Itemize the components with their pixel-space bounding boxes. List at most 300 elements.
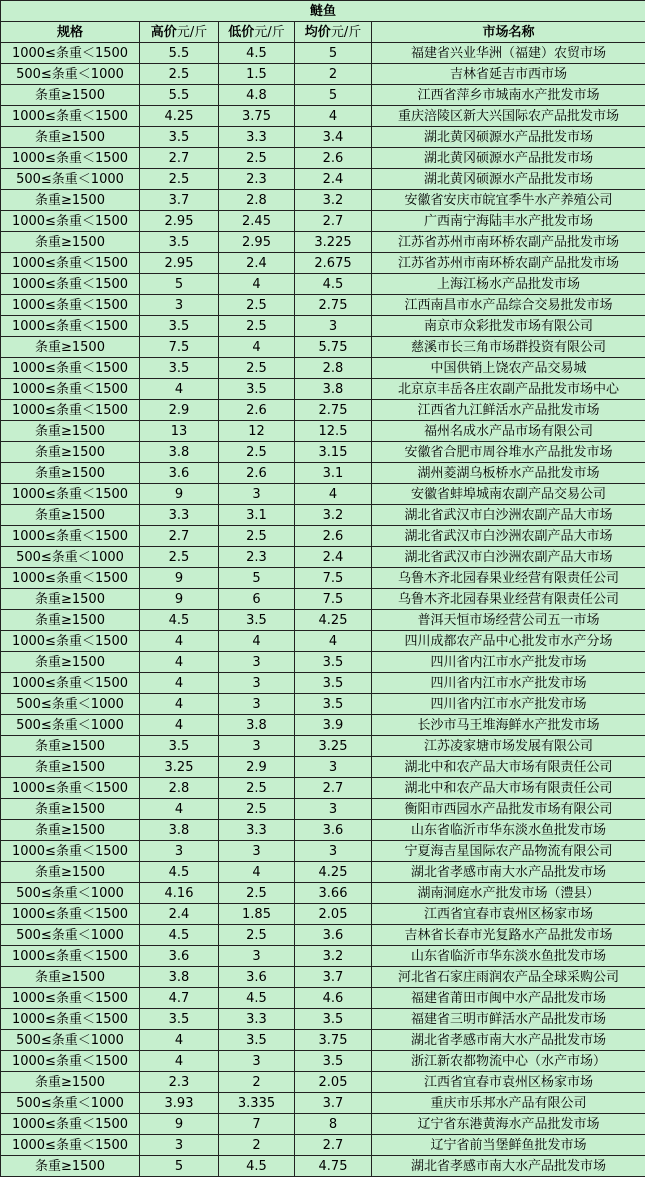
high-price-cell: 3.5 — [140, 127, 219, 148]
low-price-cell: 1.5 — [219, 64, 295, 85]
low-price-cell: 4.5 — [219, 988, 295, 1009]
low-price-cell: 3.1 — [219, 505, 295, 526]
table-row — [1, 421, 645, 442]
avg-price-cell: 3.2 — [295, 190, 372, 211]
table-row — [1, 505, 645, 526]
avg-price-cell: 3.15 — [295, 442, 372, 463]
avg-price-cell: 2.6 — [295, 148, 372, 169]
avg-price-cell: 4 — [295, 631, 372, 652]
spec-cell: 条重≥1500 — [1, 1156, 140, 1177]
low-price-cell: 2.5 — [219, 148, 295, 169]
spec-cell: 1000≤条重＜1500 — [1, 904, 140, 925]
market-name-cell: 吉林省延吉市西市场 — [372, 64, 645, 85]
spec-cell: 条重≥1500 — [1, 505, 140, 526]
high-price-cell: 2.5 — [140, 547, 219, 568]
low-price-cell: 3.335 — [219, 1093, 295, 1114]
spec-cell: 1000≤条重＜1500 — [1, 484, 140, 505]
spec-cell: 1000≤条重＜1500 — [1, 778, 140, 799]
market-name-cell: 四川省内江市水产批发市场 — [372, 694, 645, 715]
market-name-cell: 辽宁省东港黄海水产品批发市场 — [372, 1114, 645, 1135]
low-price-cell: 3.5 — [219, 379, 295, 400]
spec-cell: 条重≥1500 — [1, 442, 140, 463]
market-name-cell: 福建省兴业华洲（福建）农贸市场 — [372, 43, 645, 64]
low-price-cell: 4 — [219, 631, 295, 652]
spec-cell: 条重≥1500 — [1, 862, 140, 883]
avg-price-cell: 3.5 — [295, 652, 372, 673]
table-row — [1, 652, 645, 673]
table-row — [1, 862, 645, 883]
low-price-cell: 3 — [219, 736, 295, 757]
high-price-cell: 2.95 — [140, 253, 219, 274]
low-price-cell: 2.5 — [219, 925, 295, 946]
market-name-cell: 江西南昌市水产品综合交易批发市场 — [372, 295, 645, 316]
spec-cell: 1000≤条重＜1500 — [1, 148, 140, 169]
spec-cell: 1000≤条重＜1500 — [1, 1051, 140, 1072]
market-name-cell: 福州名成水产品市场有限公司 — [372, 421, 645, 442]
high-price-cell: 5 — [140, 1156, 219, 1177]
spec-cell: 条重≥1500 — [1, 1072, 140, 1093]
market-name-cell: 山东省临沂市华东淡水鱼批发市场 — [372, 820, 645, 841]
table-row — [1, 757, 645, 778]
high-price-cell: 2.5 — [140, 64, 219, 85]
market-name-cell: 衡阳市西园水产品批发市场有限公司 — [372, 799, 645, 820]
avg-price-cell: 3.7 — [295, 1093, 372, 1114]
high-price-cell: 3.93 — [140, 1093, 219, 1114]
high-price-cell: 9 — [140, 568, 219, 589]
spec-cell: 条重≥1500 — [1, 736, 140, 757]
avg-price-cell: 3.4 — [295, 127, 372, 148]
high-price-cell: 4 — [140, 652, 219, 673]
spec-cell: 500≤条重＜1000 — [1, 1093, 140, 1114]
market-name-cell: 四川省内江市水产批发市场 — [372, 652, 645, 673]
table-row — [1, 316, 645, 337]
table-row — [1, 148, 645, 169]
market-name-cell: 宁夏海吉星国际农产品物流有限公司 — [372, 841, 645, 862]
table-row — [1, 43, 645, 64]
avg-price-cell: 3.5 — [295, 694, 372, 715]
avg-price-cell: 8 — [295, 1114, 372, 1135]
table-row — [1, 673, 645, 694]
high-price-cell: 13 — [140, 421, 219, 442]
header-high-price: 高价元/斤 — [140, 22, 219, 43]
spec-cell: 1000≤条重＜1500 — [1, 316, 140, 337]
market-name-cell: 湖北省武汉市白沙洲农副产品大市场 — [372, 547, 645, 568]
table-row — [1, 988, 645, 1009]
spec-cell: 500≤条重＜1000 — [1, 64, 140, 85]
low-price-cell: 3.5 — [219, 610, 295, 631]
market-name-cell: 重庆市乐邦水产品有限公司 — [372, 1093, 645, 1114]
spec-cell: 500≤条重＜1000 — [1, 925, 140, 946]
table-row — [1, 1093, 645, 1114]
market-name-cell: 江苏省苏州市南环桥农副产品批发市场 — [372, 232, 645, 253]
avg-price-cell: 5 — [295, 43, 372, 64]
table-row — [1, 127, 645, 148]
high-price-cell: 3.6 — [140, 463, 219, 484]
avg-price-cell: 3.5 — [295, 1051, 372, 1072]
market-name-cell: 中国供销上饶农产品交易城 — [372, 358, 645, 379]
table-row — [1, 820, 645, 841]
market-name-cell: 安徽省蚌埠城南农副产品交易公司 — [372, 484, 645, 505]
spec-cell: 条重≥1500 — [1, 799, 140, 820]
avg-price-cell: 3 — [295, 316, 372, 337]
low-price-cell: 1.85 — [219, 904, 295, 925]
market-name-cell: 湖北省孝感市南大水产品批发市场 — [372, 1156, 645, 1177]
avg-price-cell: 2.675 — [295, 253, 372, 274]
spec-cell: 1000≤条重＜1500 — [1, 253, 140, 274]
avg-price-cell: 3.6 — [295, 925, 372, 946]
table-row — [1, 631, 645, 652]
avg-price-cell: 2.4 — [295, 547, 372, 568]
header-row — [1, 22, 645, 43]
high-price-cell: 2.3 — [140, 1072, 219, 1093]
avg-price-cell: 3.7 — [295, 967, 372, 988]
market-name-cell: 广西南宁海陆丰水产批发市场 — [372, 211, 645, 232]
low-price-cell: 3 — [219, 652, 295, 673]
table-row — [1, 715, 645, 736]
table-row — [1, 694, 645, 715]
avg-price-cell: 7.5 — [295, 589, 372, 610]
high-price-cell: 7.5 — [140, 337, 219, 358]
high-price-cell: 4 — [140, 379, 219, 400]
high-price-cell: 3.8 — [140, 442, 219, 463]
spec-cell: 条重≥1500 — [1, 421, 140, 442]
table-row — [1, 883, 645, 904]
low-price-cell: 3 — [219, 841, 295, 862]
avg-price-cell: 2.75 — [295, 295, 372, 316]
spec-cell: 条重≥1500 — [1, 85, 140, 106]
table-row — [1, 736, 645, 757]
low-price-cell: 6 — [219, 589, 295, 610]
market-name-cell: 四川省内江市水产批发市场 — [372, 673, 645, 694]
market-name-cell: 湖北省孝感市南大水产品批发市场 — [372, 862, 645, 883]
high-price-cell: 3.8 — [140, 967, 219, 988]
avg-price-cell: 2.7 — [295, 778, 372, 799]
avg-price-cell: 4 — [295, 106, 372, 127]
high-price-cell: 4 — [140, 631, 219, 652]
market-name-cell: 北京京丰岳各庄农副产品批发市场中心 — [372, 379, 645, 400]
avg-price-cell: 2.4 — [295, 169, 372, 190]
avg-price-cell: 3.2 — [295, 505, 372, 526]
table-row — [1, 169, 645, 190]
high-price-cell: 3 — [140, 1135, 219, 1156]
market-name-cell: 湖北中和农产品大市场有限责任公司 — [372, 778, 645, 799]
low-price-cell: 4 — [219, 862, 295, 883]
table-row — [1, 526, 645, 547]
low-price-cell: 2.4 — [219, 253, 295, 274]
table-row — [1, 232, 645, 253]
high-price-cell: 4 — [140, 715, 219, 736]
high-price-cell: 4 — [140, 799, 219, 820]
market-name-cell: 湖北黄冈硕源水产品批发市场 — [372, 169, 645, 190]
table-row — [1, 1135, 645, 1156]
spec-cell: 1000≤条重＜1500 — [1, 1009, 140, 1030]
table-row — [1, 589, 645, 610]
market-name-cell: 湖北黄冈硕源水产品批发市场 — [372, 127, 645, 148]
spec-cell: 1000≤条重＜1500 — [1, 274, 140, 295]
low-price-cell: 3.6 — [219, 967, 295, 988]
market-name-cell: 乌鲁木齐北园春果业经营有限责任公司 — [372, 568, 645, 589]
table-row — [1, 379, 645, 400]
market-name-cell: 湖南洞庭水产批发市场（澧县） — [372, 883, 645, 904]
table-row — [1, 904, 645, 925]
spec-cell: 1000≤条重＜1500 — [1, 295, 140, 316]
spec-cell: 1000≤条重＜1500 — [1, 526, 140, 547]
table-row — [1, 358, 645, 379]
market-name-cell: 慈溪市长三角市场群投资有限公司 — [372, 337, 645, 358]
low-price-cell: 3.5 — [219, 1030, 295, 1051]
avg-price-cell: 4.25 — [295, 862, 372, 883]
low-price-cell: 2.3 — [219, 547, 295, 568]
table-row — [1, 106, 645, 127]
high-price-cell: 4.5 — [140, 862, 219, 883]
market-name-cell: 江苏省苏州市南环桥农副产品批发市场 — [372, 253, 645, 274]
table-row — [1, 778, 645, 799]
high-price-cell: 2.5 — [140, 169, 219, 190]
market-name-cell: 乌鲁木齐北园春果业经营有限责任公司 — [372, 589, 645, 610]
table-row — [1, 85, 645, 106]
avg-price-cell: 3.9 — [295, 715, 372, 736]
low-price-cell: 3.8 — [219, 715, 295, 736]
low-price-cell: 7 — [219, 1114, 295, 1135]
low-price-cell: 2.95 — [219, 232, 295, 253]
table-row — [1, 295, 645, 316]
spec-cell: 1000≤条重＜1500 — [1, 841, 140, 862]
table-row — [1, 1156, 645, 1177]
spec-cell: 1000≤条重＜1500 — [1, 211, 140, 232]
avg-price-cell: 12.5 — [295, 421, 372, 442]
high-price-cell: 5.5 — [140, 43, 219, 64]
low-price-cell: 5 — [219, 568, 295, 589]
avg-price-cell: 2 — [295, 64, 372, 85]
market-name-cell: 湖北省武汉市白沙洲农副产品大市场 — [372, 526, 645, 547]
table-row — [1, 799, 645, 820]
market-name-cell: 江西省九江鲜活水产品批发市场 — [372, 400, 645, 421]
avg-price-cell: 2.75 — [295, 400, 372, 421]
market-name-cell: 南京市众彩批发市场有限公司 — [372, 316, 645, 337]
low-price-cell: 3.3 — [219, 127, 295, 148]
spec-cell: 条重≥1500 — [1, 652, 140, 673]
avg-price-cell: 3.5 — [295, 673, 372, 694]
high-price-cell: 3.25 — [140, 757, 219, 778]
high-price-cell: 4.5 — [140, 925, 219, 946]
spec-cell: 1000≤条重＜1500 — [1, 358, 140, 379]
high-price-cell: 4.7 — [140, 988, 219, 1009]
market-name-cell: 长沙市马王堆海鲜水产批发市场 — [372, 715, 645, 736]
avg-price-cell: 3.2 — [295, 946, 372, 967]
avg-price-cell: 4.25 — [295, 610, 372, 631]
low-price-cell: 2.5 — [219, 442, 295, 463]
market-name-cell: 湖北黄冈硕源水产品批发市场 — [372, 148, 645, 169]
header-spec: 规格 — [1, 22, 140, 43]
spec-cell: 500≤条重＜1000 — [1, 883, 140, 904]
spec-cell: 500≤条重＜1000 — [1, 169, 140, 190]
market-name-cell: 普洱天恒市场经营公司五一市场 — [372, 610, 645, 631]
spec-cell: 1000≤条重＜1500 — [1, 946, 140, 967]
table-row — [1, 1051, 645, 1072]
high-price-cell: 3.5 — [140, 1009, 219, 1030]
spec-cell: 500≤条重＜1000 — [1, 547, 140, 568]
low-price-cell: 3 — [219, 1051, 295, 1072]
spec-cell: 条重≥1500 — [1, 127, 140, 148]
high-price-cell: 4.16 — [140, 883, 219, 904]
spec-cell: 1000≤条重＜1500 — [1, 631, 140, 652]
low-price-cell: 2.5 — [219, 799, 295, 820]
table-row — [1, 253, 645, 274]
high-price-cell: 3.5 — [140, 358, 219, 379]
table-row — [1, 1009, 645, 1030]
market-name-cell: 山东省临沂市华东淡水鱼批发市场 — [372, 946, 645, 967]
table-row — [1, 841, 645, 862]
market-name-cell: 吉林省长春市光复路水产品批发市场 — [372, 925, 645, 946]
table-row — [1, 337, 645, 358]
spec-cell: 条重≥1500 — [1, 232, 140, 253]
spec-cell: 条重≥1500 — [1, 610, 140, 631]
market-name-cell: 河北省石家庄雨润农产品全球采购公司 — [372, 967, 645, 988]
low-price-cell: 2.9 — [219, 757, 295, 778]
table-title: 鲢鱼 — [1, 1, 645, 22]
spec-cell: 条重≥1500 — [1, 190, 140, 211]
spec-cell: 条重≥1500 — [1, 589, 140, 610]
low-price-cell: 4 — [219, 337, 295, 358]
spec-cell: 1000≤条重＜1500 — [1, 106, 140, 127]
high-price-cell: 2.7 — [140, 526, 219, 547]
avg-price-cell: 2.05 — [295, 904, 372, 925]
spec-cell: 1000≤条重＜1500 — [1, 988, 140, 1009]
header-market-name: 市场名称 — [372, 22, 645, 43]
market-name-cell: 江西省宜春市袁州区杨家市场 — [372, 1072, 645, 1093]
market-name-cell: 湖北省孝感市南大水产品批发市场 — [372, 1030, 645, 1051]
market-name-cell: 江西省萍乡市城南水产批发市场 — [372, 85, 645, 106]
market-name-cell: 辽宁省前当堡鲜鱼批发市场 — [372, 1135, 645, 1156]
market-name-cell: 江西省宜春市袁州区杨家市场 — [372, 904, 645, 925]
table-row — [1, 1114, 645, 1135]
spec-cell: 条重≥1500 — [1, 463, 140, 484]
avg-price-cell: 3.8 — [295, 379, 372, 400]
high-price-cell: 9 — [140, 484, 219, 505]
avg-price-cell: 2.7 — [295, 1135, 372, 1156]
high-price-cell: 4 — [140, 1030, 219, 1051]
table-row — [1, 64, 645, 85]
avg-price-cell: 4.75 — [295, 1156, 372, 1177]
avg-price-cell: 3 — [295, 799, 372, 820]
market-name-cell: 湖北省武汉市白沙洲农副产品大市场 — [372, 505, 645, 526]
table-row — [1, 484, 645, 505]
high-price-cell: 4 — [140, 694, 219, 715]
market-name-cell: 四川成都农产品中心批发市水产分场 — [372, 631, 645, 652]
spec-cell: 条重≥1500 — [1, 337, 140, 358]
market-name-cell: 浙江新农都物流中心（水产市场） — [372, 1051, 645, 1072]
low-price-cell: 2.3 — [219, 169, 295, 190]
avg-price-cell: 4.6 — [295, 988, 372, 1009]
spec-cell: 1000≤条重＜1500 — [1, 1135, 140, 1156]
avg-price-cell: 3.75 — [295, 1030, 372, 1051]
table-row — [1, 1072, 645, 1093]
high-price-cell: 4.25 — [140, 106, 219, 127]
high-price-cell: 2.95 — [140, 211, 219, 232]
high-price-cell: 2.8 — [140, 778, 219, 799]
high-price-cell: 3.5 — [140, 316, 219, 337]
low-price-cell: 2.5 — [219, 358, 295, 379]
high-price-cell: 2.4 — [140, 904, 219, 925]
avg-price-cell: 2.7 — [295, 211, 372, 232]
avg-price-cell: 3.225 — [295, 232, 372, 253]
spec-cell: 500≤条重＜1000 — [1, 694, 140, 715]
avg-price-cell: 3.66 — [295, 883, 372, 904]
low-price-cell: 2.8 — [219, 190, 295, 211]
table-row — [1, 190, 645, 211]
spec-cell: 1000≤条重＜1500 — [1, 1114, 140, 1135]
market-name-cell: 福建省三明市鲜活水产品批发市场 — [372, 1009, 645, 1030]
market-name-cell: 安徽省安庆市皖宜季牛水产养殖公司 — [372, 190, 645, 211]
market-name-cell: 安徽省合肥市周谷堆水产品批发市场 — [372, 442, 645, 463]
table-body — [1, 43, 645, 1177]
table-row — [1, 547, 645, 568]
table-row — [1, 442, 645, 463]
low-price-cell: 2.5 — [219, 316, 295, 337]
low-price-cell: 3 — [219, 694, 295, 715]
high-price-cell: 2.7 — [140, 148, 219, 169]
low-price-cell: 3 — [219, 673, 295, 694]
low-price-cell: 3 — [219, 946, 295, 967]
low-price-cell: 2.45 — [219, 211, 295, 232]
avg-price-cell: 4.5 — [295, 274, 372, 295]
table-row — [1, 925, 645, 946]
spec-cell: 1000≤条重＜1500 — [1, 400, 140, 421]
low-price-cell: 3.3 — [219, 1009, 295, 1030]
table-row — [1, 274, 645, 295]
avg-price-cell: 2.6 — [295, 526, 372, 547]
market-name-cell: 湖北中和农产品大市场有限责任公司 — [372, 757, 645, 778]
avg-price-cell: 3 — [295, 757, 372, 778]
spec-cell: 1000≤条重＜1500 — [1, 673, 140, 694]
high-price-cell: 3.6 — [140, 946, 219, 967]
high-price-cell: 4 — [140, 673, 219, 694]
high-price-cell: 5 — [140, 274, 219, 295]
low-price-cell: 4.5 — [219, 43, 295, 64]
market-name-cell: 湖州菱湖乌板桥水产品批发市场 — [372, 463, 645, 484]
low-price-cell: 2.6 — [219, 400, 295, 421]
table-row — [1, 946, 645, 967]
avg-price-cell: 3.6 — [295, 820, 372, 841]
low-price-cell: 4 — [219, 274, 295, 295]
market-name-cell: 上海江杨水产品批发市场 — [372, 274, 645, 295]
high-price-cell: 9 — [140, 1114, 219, 1135]
high-price-cell: 3.5 — [140, 232, 219, 253]
table-row — [1, 211, 645, 232]
spec-cell: 500≤条重＜1000 — [1, 1030, 140, 1051]
low-price-cell: 2 — [219, 1135, 295, 1156]
table-row — [1, 1030, 645, 1051]
low-price-cell: 2.5 — [219, 778, 295, 799]
high-price-cell: 2.9 — [140, 400, 219, 421]
avg-price-cell: 5.75 — [295, 337, 372, 358]
header-low-price: 低价元/斤 — [219, 22, 295, 43]
spec-cell: 500≤条重＜1000 — [1, 715, 140, 736]
spec-cell: 1000≤条重＜1500 — [1, 568, 140, 589]
low-price-cell: 2.6 — [219, 463, 295, 484]
spec-cell: 1000≤条重＜1500 — [1, 43, 140, 64]
spec-cell: 1000≤条重＜1500 — [1, 379, 140, 400]
low-price-cell: 3.3 — [219, 820, 295, 841]
high-price-cell: 4 — [140, 1051, 219, 1072]
high-price-cell: 3.5 — [140, 736, 219, 757]
table-row — [1, 400, 645, 421]
low-price-cell: 4.5 — [219, 1156, 295, 1177]
low-price-cell: 2.5 — [219, 883, 295, 904]
high-price-cell: 3.8 — [140, 820, 219, 841]
avg-price-cell: 3.5 — [295, 1009, 372, 1030]
low-price-cell: 2.5 — [219, 526, 295, 547]
